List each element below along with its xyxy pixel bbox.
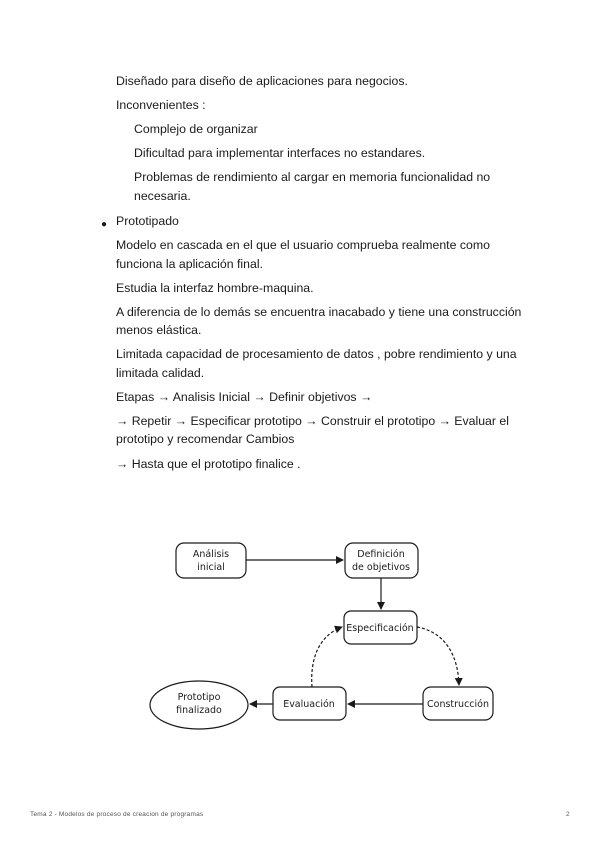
paragraph: Limitada capacidad de procesamiento de datos , pobre rendimiento y una — [116, 347, 517, 361]
sub-item: Complejo de organizar — [134, 122, 258, 136]
paragraph: menos elástica. — [116, 323, 202, 337]
paragraph: Etapas → Analisis Inicial → Definir objetivos → — [116, 390, 373, 404]
node-construccion-label: Construcción — [427, 699, 489, 710]
node-analisis-label: Análisis — [192, 549, 230, 560]
footer-title: Tema 2 - Modelos de proceso de creacion de programas — [30, 811, 204, 818]
node-prototipo-label: finalizado — [176, 705, 222, 716]
arrow-especificacion-construccion — [417, 627, 459, 685]
paragraph: Modelo en cascada en el que el usuario comprueba realmente como — [116, 238, 490, 252]
arrow-evaluacion-especificacion — [312, 627, 342, 687]
node-prototipo-label: Prototipo — [177, 692, 221, 703]
paragraph: prototipo y recomendar Cambios — [116, 432, 295, 446]
text-line: Inconvenientes : — [116, 98, 206, 112]
sub-item: necesaria. — [134, 189, 191, 203]
page-number: 2 — [566, 811, 570, 818]
sub-item: Dificultad para implementar interfaces no estandares. — [134, 146, 426, 160]
paragraph: Estudia la interfaz hombre-maquina. — [116, 281, 314, 295]
node-analisis-label: inicial — [197, 562, 225, 573]
bullet-title: Prototipado — [116, 214, 179, 228]
paragraph: funciona la aplicación final. — [116, 257, 263, 271]
text-line: Diseñado para diseño de aplicaciones para negocios. — [116, 74, 408, 88]
node-evaluacion-label: Evaluación — [283, 699, 335, 710]
node-definicion-label: de objetivos — [352, 562, 410, 573]
paragraph: limitada calidad. — [116, 366, 205, 380]
paragraph: → Hasta que el prototipo finalice . — [116, 457, 301, 471]
node-especificacion-label: Especificación — [346, 623, 414, 634]
paragraph: A diferencia de lo demás se encuentra inacabado y tiene una construcción — [116, 305, 522, 319]
node-definicion-label: Definición — [357, 549, 405, 560]
sub-item: Problemas de rendimiento al cargar en memoria funcionalidad no — [134, 170, 491, 184]
bullet-dot: ● — [101, 219, 108, 230]
paragraph: → Repetir → Especificar prototipo → Construir el prototipo → Evaluar el — [116, 414, 509, 428]
